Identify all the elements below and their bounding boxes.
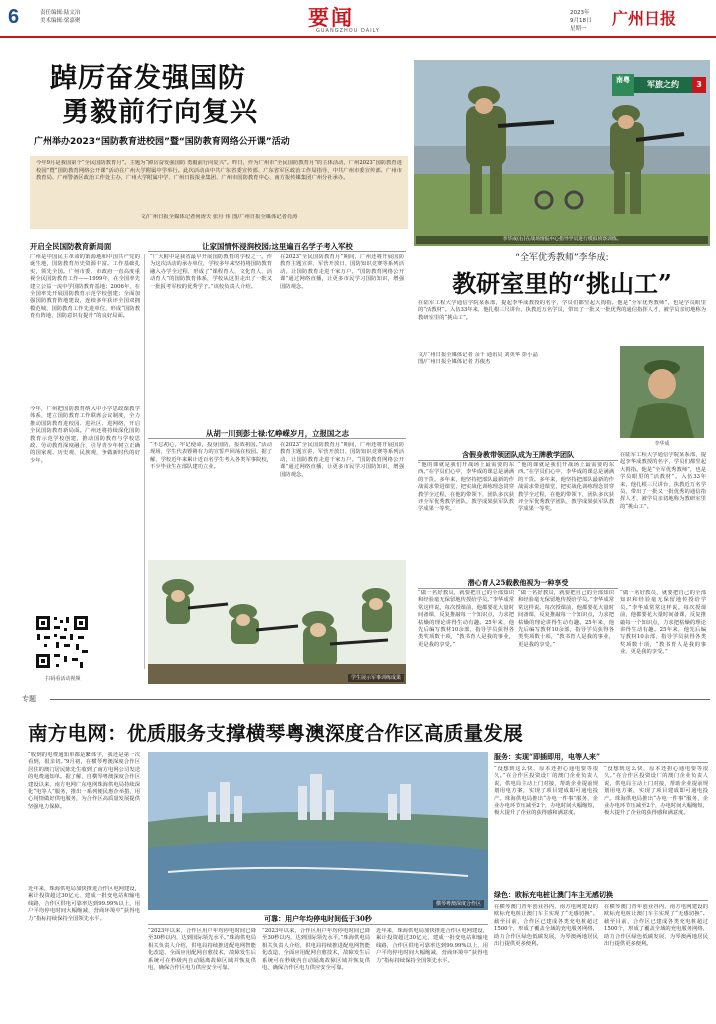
issue-date: 2023年 9月18日 星期一: [570, 10, 592, 32]
qr-code[interactable]: [34, 614, 90, 670]
side-byline: 文/广州日报全媒体记者 余千 通讯员 刘英华 彭小晶 图/广州日报全媒体记者 苏俊杰: [418, 352, 538, 366]
feature-section2-col3: 近年来，珠海供电局加快推进合作区电网建设，累计投资超过30亿元，建成一批变电站和输电线路，合作区供电可靠率达到99.99%以上，用户平均停电时间大幅缩减，营商环境中“获得电力”指标持续保持全国领先水平。: [376, 928, 488, 964]
col2-subhead: 让家国情怀浸润校园;这里遍百名学子考入军校: [202, 242, 353, 251]
side-badge-region: 南粤: [612, 74, 634, 96]
feature-section1-title: 服务：实现“即插即用，电等人来”: [494, 752, 601, 761]
side-section2-col1: “做一名好教员，就要把自己的全部知识和经验毫无保留地传授给学员。”李华成常常这样说。每次授课前，他都要花大量时间备课，反复推敲每一个知识点，力求把枯燥的理论讲得生动有趣。25年来，他先后编写教材10余部，指导学员获得各类奖项数十项，“教书育人是我的事业，更是我的享受。”: [418, 590, 514, 648]
feature-lead-col1b: 近年来，珠海供电局加快推进合作区电网建设，累计投资超过30亿元，建成一批变电站和输电线路，合作区供电可靠率达到99.99%以上，用户平均停电时间大幅缩减，营商环境中“获得电力”指标持续保持全国领先水平。: [28, 886, 140, 922]
side-section1-col1: “他的课就是我们开战场上最需要的东西。”在学员们心中，李华成的课总是满满的干货。多年来，他坚持把部队最新的作战需求带进课堂，把实战化训练理念贯穿教学全过程，在他的带领下，团队多次获评全军优秀教学团队，教学成果获军队教学成果一等奖。: [418, 462, 514, 513]
qr-code-icon: [34, 614, 90, 670]
col3-subhead: 从胡一川到彭士禄:忆峥嵘岁月，立报国之志: [205, 429, 350, 438]
feature-photo: [148, 752, 488, 910]
students-training-illustration: [148, 560, 406, 684]
side-lead: 在陆军工程大学通信学院某系部，提起李华成教授的名字，学员们都竖起大拇指。他是“全军优秀教师”，也是学员眼里的“活教材”。入伍33年来，他扎根三尺讲台，执教近万名学员，带出了一批又一批优秀的通信指挥人才，被学员亲切地称为教研室里的“挑山工”。: [418, 300, 706, 321]
side-section1-title: 含假身教带领团队成为王牌教学团队: [462, 450, 574, 459]
side-badge: [612, 74, 706, 96]
feature-section3-col1: 在横琴澳门青年创业谷内，南方电网建设的欧标充电桩让澳门车主实现了“无感切换”。截至目前，合作区已建成各类充电桩超过1500个，形成了覆盖全域的充电服务网络，助力合作区绿色低碳发展，为琴澳两地居民出行提供更多便利。: [494, 904, 598, 948]
feature-section2-col1: “2023年以来，合作区用户年均停电时间已降至30秒以内，达到国际领先水平。”珠海供电局相关负责人介绍，供电局持续推进配电网智能化改造，全面应用配网自愈技术，故障发生后系统可在秒级内自动隔离故障区域并恢复供电，确保合作区电力供应安全可靠。: [148, 928, 256, 972]
main-headline: 踔厉奋发强国防 勇毅前行向复兴: [50, 63, 258, 128]
portrait-illustration: [620, 346, 704, 438]
col2-text: “广大附中是我省最早开展国防教育的学校之一。作为这次活动的承办单位，学校多年来坚持将国防教育融入办学全过程，形成了“课程育人、文化育人、活动育人”的国防教育体系，学校从这里走出了一批又一批报考军校的优秀学子。”该校负责人介绍。: [150, 254, 272, 290]
side-photo-caption: 李华成(右)在战场情报中心指导学员进行模拟侦察训练。: [416, 236, 708, 244]
newspaper-logo: 广州日报: [612, 9, 677, 28]
col2b-text: “不忘初心，牢记使命，投身国防，报效祖国。”活动现场，学生代表铿锵有力的宣誓声回荡在校园。据了解，学校近年来累计近百名学生考入各类军事院校，不少毕业生在部队建功立业。: [150, 442, 272, 471]
col1-subhead: 开启全民国防教育新局面: [30, 242, 112, 251]
feature-lead-col1: “收到的电费通知单都是繁体字，我还是第一次看到，很亲切。”9月初，在横琴粤澳深度合作区居住的澳门居民陈先生收到了南方电网公司发送的电费通知单。据了解，自横琴粤澳深度合作区建设以来，南方电网广东电网珠海供电局持续深化“电等人”服务，推出一系列便民惠企举措，用心用情做好供电服务，为合作区高质量发展提供坚强电力保障。: [28, 752, 140, 810]
side-headline: 教研室里的“挑山工”: [452, 269, 672, 298]
feature-photo-caption: 横琴粤澳深度合作区: [433, 900, 484, 908]
col3-text-a: 在2023“全民国防教育月”期间，广州还将开展国防教育主题宣讲、军营开放日、国防知识竞赛等系列活动，让国防教育走进千家万户。“国防教育网络公开课”通过网络直播，让更多市民学习国防知识，增强国防观念。: [280, 254, 404, 290]
main-lead-box: [30, 156, 408, 229]
side-section2-col2: “做一名好教员，就要把自己的全部知识和经验毫无保留地传授给学员。”李华成常常这样说。每次授课前，他都要花大量时间备课，反复推敲每一个知识点，力求把枯燥的理论讲得生动有趣。25年来，他先后编写教材10余部，指导学员获得各类奖项数十项，“教书育人是我的事业，更是我的享受。”: [518, 590, 614, 648]
side-badge-number: 3: [692, 77, 706, 93]
main-photo: [148, 560, 406, 684]
feature-section2-col2: “2023年以来，合作区用户年均停电时间已降至30秒以内，达到国际领先水平。”珠海供电局相关负责人介绍，供电局持续推进配电网智能化改造，全面应用配网自愈技术，故障发生后系统可在秒级内自动隔离故障区域并恢复供电，确保合作区电力供应安全可靠。: [262, 928, 370, 972]
side-badge-title: 军旅之约: [634, 77, 692, 93]
section-subtitle: GUANGZHOU DAILY: [316, 28, 380, 34]
side-subhead: “全军优秀教师”李华成:: [515, 253, 609, 263]
feature-section3-title: 绿色：欧标充电桩让澳门车主无感切换: [494, 890, 613, 899]
feature-section3-col2: 在横琴澳门青年创业谷内，南方电网建设的欧标充电桩让澳门车主实现了“无感切换”。截至目前，合作区已建成各类充电桩超过1500个，形成了覆盖全域的充电服务网络，助力合作区绿色低碳发展，为琴澳两地居民出行提供更多便利。: [604, 904, 708, 948]
side-photo: [414, 60, 710, 246]
col3b-text: 在2023“全民国防教育月”期间，广州还将开展国防教育主题宣讲、军营开放日、国防知识竞赛等系列活动，让国防教育走进千家万户。“国防教育网络公开课”通过网络直播，让更多市民学习国防知识，增强国防观念。: [280, 442, 404, 478]
feature-section1-col1: “没想到这么快，原本还担心通电要等很久。”在合作区投资设厂的澳门企业负责人说，供电局主动上门对接，帮助企业提前规划用电方案，实现了项目建成即可通电投产。珠海供电局推出“办电一件事”服务，企业办电环节压减至2个，办电时间大幅缩短，极大提升了企业的获得感和满意度。: [494, 766, 598, 817]
feature-section2-title: 可靠：用户年均停电时间低于30秒: [264, 914, 372, 923]
side-section2-title: 潜心育人25载教他视为一种享受: [467, 578, 569, 587]
side-section2-col3: “做一名好教员，就要把自己的全部知识和经验毫无保留地传授给学员。”李华成常常这样说。每次授课前，他都要花大量时间备课，反复推敲每一个知识点，力求把枯燥的理论讲得生动有趣。25年来，他先后编写教材10余部，指导学员获得各类奖项数十项，“教书育人是我的事业，更是我的享受。”: [620, 590, 706, 656]
portrait-photo: [620, 346, 704, 438]
main-subheadline: 广州举办2023“国防教育进校园”暨“国防教育网络公开课”活动: [34, 137, 290, 147]
side-section1-col3: 在陆军工程大学通信学院某系部，提起李华成教授的名字，学员们都竖起大拇指。他是“全军优秀教师”，也是学员眼里的“活教材”。入伍33年来，他扎根三尺讲台，执教近万名学员，带出了一批又一批优秀的通信指挥人才，被学员亲切地称为教研室里的“挑山工”。: [620, 452, 706, 510]
main-byline: 文/广州日报全媒体记者何涛夫 张丹 伟 图/广州日报全媒体记者肖涛: [140, 214, 298, 220]
feature-headline: 南方电网：优质服务支撑横琴粤澳深度合作区高质量发展: [28, 722, 524, 745]
feature-separator: [10, 694, 710, 704]
page-header: [0, 0, 716, 38]
feature-label: 专题: [22, 694, 40, 704]
qr-caption: 扫码看活动视频: [45, 676, 81, 682]
editor-credits: 责任编辑:陆文冶 美术编辑:梁嘉聚: [40, 10, 81, 24]
feature-section1-col2: “没想到这么快，原本还担心通电要等很久。”在合作区投资设厂的澳门企业负责人说，供电局主动上门对接，帮助企业提前规划用电方案，实现了项目建成即可通电投产。珠海供电局推出“办电一件事”服务，企业办电环节压减至2个，办电时间大幅缩短，极大提升了企业的获得感和满意度。: [604, 766, 708, 817]
page-number: 6: [8, 6, 20, 28]
side-section1-col2: “他的课就是我们开战场上最需要的东西。”在学员们心中，李华成的课总是满满的干货。多年来，他坚持把部队最新的作战需求带进课堂，把实战化训练理念贯穿教学全过程，在他的带领下，团队多次获评全军优秀教学团队，教学成果获军队教学成果一等奖。: [518, 462, 614, 513]
section-title: 要闻: [308, 5, 354, 30]
main-lead: 今年9月是我国第个“全民国防教育月”。主题为“踔厉奋发强国防 勇毅前行向复兴”。昨日，作为广州市“全民国防教育月”的主体活动，广州2023“国防教育进校园”暨“国防教育网络公开课”活动在广州大学附属中学举行。此次活动由中共广东省委宣传部、广东省军区政治工作局指导，中共广州市委宣传部、广州市教育局、广州警备区政治工作处主办，广州大学附属中学、广州日报报业集团、广州市国防教育中心、南方报传媒集团广州分社承办。: [36, 160, 402, 182]
city-waterfront-illustration: [148, 752, 488, 910]
col1-text: 广州是中国民主革命的策源地和中国共产党的诞生地，国防教育历史资源丰富。工作基础扎实，领先全国。广州市委、市政府一直高度重视全民国防教育工作——1999年，在全国率先建立公益一流中学国防教育基地；2006年，在全国率先开展国防教育示范学校创建；全面加强国防教育阵地建设，连续多年获评全国双拥模范城、国防教育工作先进单位，形成“国防教育有阵地、国防意识有提升”的良好局面。: [30, 254, 140, 320]
portrait-caption: 李华成: [654, 441, 670, 447]
col1b-text: 今年，广州把国防教育纳入中小学思政课教学体系，建立国防教育工作联席会议制度，全力推动国防教育进校园、进社区、进网络，开启全民国防教育新局面。广州还将持续深化国防教育示范学校创建，推动国防教育与学校思政、劳动教育深度融合，引导青少年树立正确的国家观、历史观、民族观，争做新时代的好少年。: [30, 406, 140, 464]
main-photo-caption: 学生展示军事训练成果: [348, 674, 404, 682]
